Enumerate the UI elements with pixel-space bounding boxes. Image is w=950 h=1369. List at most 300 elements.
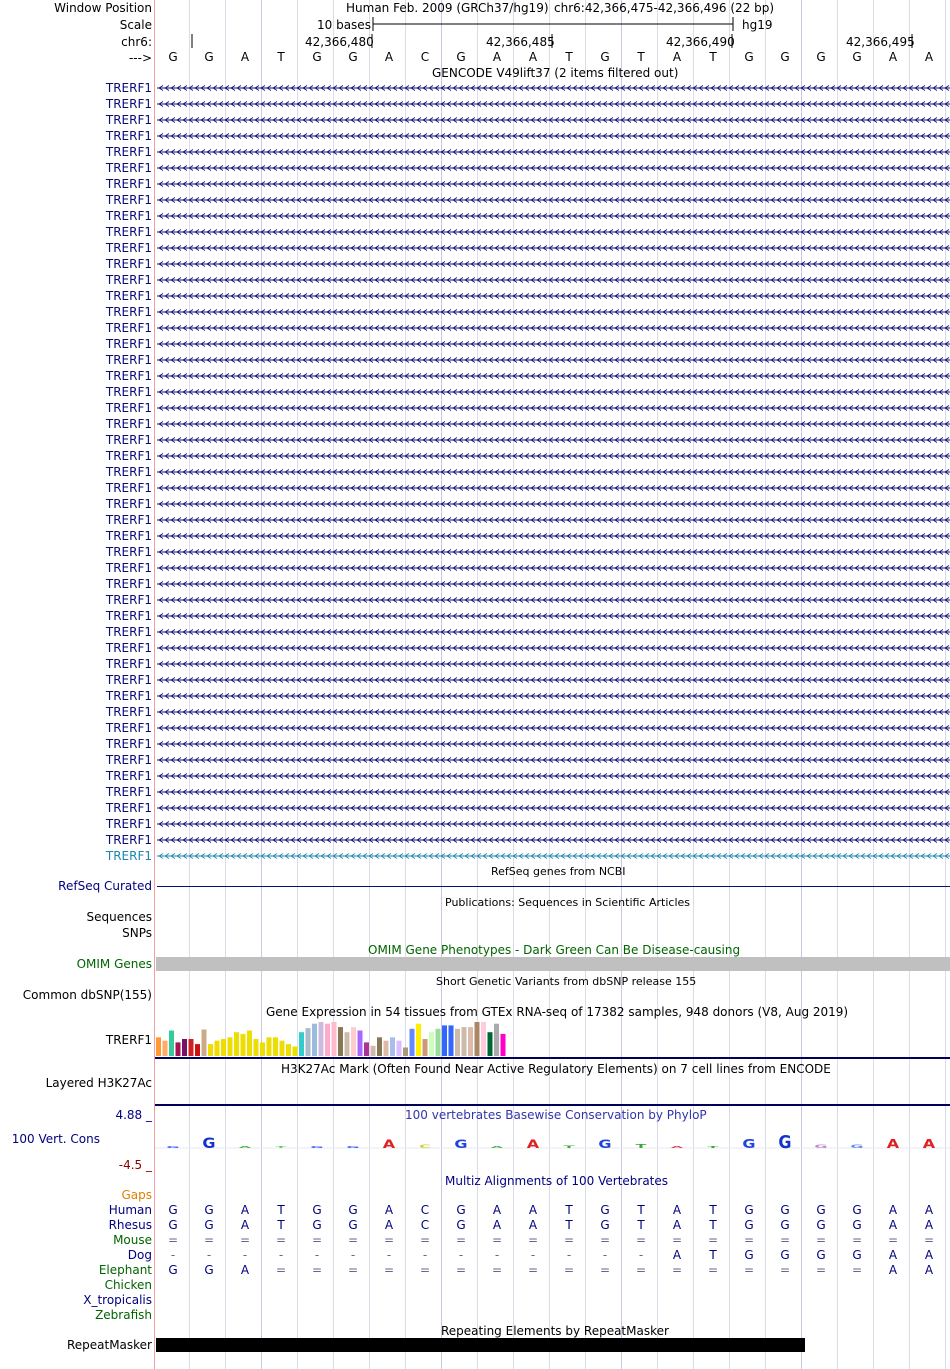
gencode-gene-label[interactable]: TRERF1 <box>105 513 152 527</box>
multiz-title: Multiz Alignments of 100 Vertebrates <box>445 1174 669 1188</box>
gtex-tissue-bar <box>286 1044 291 1056</box>
gtex-tissue-bar <box>208 1044 213 1056</box>
multiz-base: G <box>744 1218 754 1232</box>
multiz-base: = <box>419 1263 431 1277</box>
gtex-tissue-bar <box>403 1048 408 1057</box>
cons-logo-letter: G <box>346 1145 360 1149</box>
gencode-gene-label[interactable]: TRERF1 <box>105 801 152 815</box>
gtex-tissue-bar <box>312 1024 317 1056</box>
gtex-title: Gene Expression in 54 tissues from GTEx RNA-seq of 17382 samples, 948 donors (V8, Aug 2019) <box>266 1005 849 1019</box>
gtex-tissue-bar <box>267 1037 272 1056</box>
gencode-gene-label[interactable]: TRERF1 <box>105 337 152 351</box>
gencode-gene-label[interactable]: TRERF1 <box>105 785 152 799</box>
repeatmasker-element[interactable] <box>156 1338 805 1352</box>
gencode-gene-label[interactable]: TRERF1 <box>105 849 152 863</box>
gtex-tissue-bar <box>215 1041 220 1056</box>
multiz-base: = <box>563 1263 575 1277</box>
multiz-species-label[interactable]: Mouse <box>113 1233 152 1247</box>
gtex-tissue-bar <box>306 1028 311 1056</box>
multiz-base: = <box>275 1233 287 1247</box>
gencode-gene-label[interactable]: TRERF1 <box>105 561 152 575</box>
gencode-gene-label[interactable]: TRERF1 <box>105 625 152 639</box>
multiz-base: G <box>816 1203 826 1217</box>
multiz-base: - <box>350 1248 356 1262</box>
scale-label: Scale <box>119 18 152 32</box>
multiz-base: A <box>672 1218 682 1232</box>
multiz-base: = <box>563 1233 575 1247</box>
multiz-base: A <box>384 1203 394 1217</box>
multiz-base: A <box>384 1218 394 1232</box>
multiz-base: = <box>491 1263 503 1277</box>
gtex-tissue-bar <box>416 1024 421 1056</box>
reference-base: A <box>888 50 898 64</box>
gtex-tissue-bar <box>390 1037 395 1056</box>
h3k27ac-title: H3K27Ac Mark (Often Found Near Active Regulatory Elements) on 7 cell lines from ENCODE <box>281 1062 831 1076</box>
coord-tick-label: 42,366,490 <box>666 35 735 49</box>
reference-base: G <box>816 50 826 64</box>
cons-logo-letter: G <box>166 1145 180 1149</box>
gencode-gene-label[interactable]: TRERF1 <box>105 369 152 383</box>
multiz-base: A <box>924 1203 934 1217</box>
gencode-title: GENCODE V49lift37 (2 items filtered out) <box>432 66 679 80</box>
gencode-gene-label[interactable]: TRERF1 <box>105 113 152 127</box>
omim-gene-bar[interactable] <box>156 957 950 971</box>
refseq-track-label[interactable]: RefSeq Curated <box>58 879 152 893</box>
multiz-base: = <box>671 1233 683 1247</box>
gencode-gene-label[interactable]: TRERF1 <box>105 81 152 95</box>
gencode-gene-label[interactable]: TRERF1 <box>105 465 152 479</box>
cons-logo-letter: G <box>598 1138 612 1152</box>
gtex-tissue-bar <box>449 1025 454 1056</box>
gencode-gene-label[interactable]: TRERF1 <box>105 257 152 271</box>
gencode-gene-label[interactable]: TRERF1 <box>105 657 152 671</box>
gtex-tissue-bar <box>488 1032 493 1056</box>
cons-logo-letter: T <box>563 1144 575 1149</box>
coord-tick-label: 42,366,495 <box>846 35 915 49</box>
gtex-tissue-bar <box>345 1032 350 1056</box>
multiz-base: G <box>744 1248 754 1262</box>
multiz-base: T <box>709 1218 717 1232</box>
gtex-tissue-bar <box>156 1037 161 1056</box>
multiz-base: A <box>240 1203 250 1217</box>
multiz-base: A <box>672 1248 682 1262</box>
gencode-gene-label[interactable]: TRERF1 <box>105 609 152 623</box>
window-position-label: Window Position <box>54 1 152 15</box>
h3k27ac-track-label[interactable]: Layered H3K27Ac <box>45 1076 152 1090</box>
multiz-base: G <box>348 1203 358 1217</box>
multiz-base: C <box>420 1218 430 1232</box>
gencode-gene-label[interactable]: TRERF1 <box>105 225 152 239</box>
multiz-base: T <box>277 1203 285 1217</box>
multiz-species-label[interactable]: Elephant <box>98 1263 152 1277</box>
multiz-base: A <box>240 1218 250 1232</box>
gencode-gene-label[interactable]: TRERF1 <box>105 833 152 847</box>
gtex-track-label[interactable]: TRERF1 <box>105 1033 152 1047</box>
multiz-base: = <box>743 1233 755 1247</box>
gencode-gene-label[interactable]: TRERF1 <box>105 177 152 191</box>
gtex-tissue-bar <box>494 1024 499 1056</box>
gencode-gene-label[interactable]: TRERF1 <box>105 689 152 703</box>
gtex-tissue-bar <box>462 1027 467 1056</box>
reference-base: C <box>420 50 430 64</box>
gencode-gene-label[interactable]: TRERF1 <box>105 673 152 687</box>
multiz-base: - <box>494 1248 500 1262</box>
multiz-base: G <box>780 1203 790 1217</box>
multiz-base: = <box>815 1233 827 1247</box>
multiz-base: G <box>168 1203 178 1217</box>
multiz-base: A <box>924 1248 934 1262</box>
multiz-base: T <box>709 1248 717 1262</box>
reference-base: A <box>924 50 934 64</box>
gencode-gene-label[interactable]: TRERF1 <box>105 705 152 719</box>
gtex-tissue-bar <box>371 1046 376 1056</box>
multiz-base: G <box>456 1203 466 1217</box>
gtex-tissue-bar <box>429 1032 434 1056</box>
multiz-base: T <box>277 1218 285 1232</box>
multiz-species-label[interactable]: Human <box>108 1203 152 1217</box>
reference-base: G <box>204 50 214 64</box>
multiz-base: - <box>242 1248 248 1262</box>
assembly-title: Human Feb. 2009 (GRCh37/hg19) <box>346 1 549 15</box>
reference-base: T <box>565 50 573 64</box>
gtex-tissue-bar <box>410 1029 415 1056</box>
gencode-gene-label[interactable]: TRERF1 <box>105 273 152 287</box>
gencode-gene-label[interactable]: TRERF1 <box>105 769 152 783</box>
cons-logo-letter: G <box>778 1132 792 1154</box>
multiz-base: - <box>386 1248 392 1262</box>
coord-tick-label: 42,366,480 <box>305 35 374 49</box>
cons-logo-letter: G <box>850 1144 864 1150</box>
reference-base: A <box>384 50 394 64</box>
cons-track-label[interactable]: 100 Vert. Cons <box>11 1132 100 1146</box>
multiz-base: A <box>924 1263 934 1277</box>
omim-title: OMIM Gene Phenotypes - Dark Green Can Be Disease-causing <box>368 943 741 957</box>
gtex-tissue-bar <box>176 1042 181 1056</box>
multiz-base: = <box>383 1263 395 1277</box>
multiz-base: = <box>527 1263 539 1277</box>
gtex-tissue-bar <box>247 1031 252 1057</box>
gencode-gene-label[interactable]: TRERF1 <box>105 321 152 335</box>
multiz-base: T <box>709 1203 717 1217</box>
multiz-base: G <box>852 1218 862 1232</box>
gtex-tissue-bar <box>273 1037 278 1056</box>
gtex-tissue-bar <box>475 1022 480 1056</box>
conservation-logo[interactable] <box>155 1124 950 1168</box>
gencode-gene-label[interactable]: TRERF1 <box>105 161 152 175</box>
multiz-base: T <box>565 1218 573 1232</box>
multiz-base: G <box>168 1263 178 1277</box>
multiz-base: = <box>347 1263 359 1277</box>
cons-logo-letter: T <box>707 1145 719 1149</box>
multiz-base: = <box>851 1263 863 1277</box>
gtex-tissue-bar <box>319 1022 324 1056</box>
gencode-transcripts[interactable] <box>155 80 950 865</box>
multiz-base: - <box>170 1248 176 1262</box>
gencode-gene-label[interactable]: TRERF1 <box>105 721 152 735</box>
multiz-base: A <box>924 1218 934 1232</box>
gtex-tissue-bar <box>163 1041 168 1056</box>
multiz-base: = <box>851 1233 863 1247</box>
gtex-tissue-bar <box>195 1044 200 1056</box>
reference-base: G <box>312 50 322 64</box>
gtex-tissue-bar <box>423 1039 428 1056</box>
gtex-tissue-bar <box>202 1029 207 1056</box>
multiz-base: = <box>167 1233 179 1247</box>
multiz-base: G <box>348 1218 358 1232</box>
strand-label: ---> <box>128 51 152 65</box>
cons-logo-letter: C <box>419 1144 431 1150</box>
multiz-base: = <box>347 1233 359 1247</box>
multiz-base: = <box>779 1263 791 1277</box>
multiz-base: G <box>168 1218 178 1232</box>
multiz-base: = <box>419 1233 431 1247</box>
multiz-base: = <box>311 1233 323 1247</box>
multiz-base: = <box>491 1233 503 1247</box>
track-label-column <box>0 0 155 1369</box>
multiz-base: G <box>816 1218 826 1232</box>
multiz-base: G <box>780 1248 790 1262</box>
gencode-gene-label[interactable]: TRERF1 <box>105 385 152 399</box>
cons-title: 100 vertebrates Basewise Conservation by PhyloP <box>405 1108 707 1122</box>
multiz-base: G <box>600 1218 610 1232</box>
reference-base: G <box>168 50 178 64</box>
publications-title: Publications: Sequences in Scientific Articles <box>445 896 690 909</box>
multiz-base: = <box>923 1233 935 1247</box>
gencode-gene-label[interactable]: TRERF1 <box>105 497 152 511</box>
gtex-tissue-bar <box>325 1024 330 1056</box>
gencode-gene-label[interactable]: TRERF1 <box>105 289 152 303</box>
multiz-base: = <box>815 1263 827 1277</box>
gtex-tissue-bar <box>501 1034 506 1056</box>
scale-text: 10 bases <box>317 18 371 32</box>
gencode-gene-label[interactable]: TRERF1 <box>105 417 152 431</box>
gencode-gene-label[interactable]: TRERF1 <box>105 97 152 111</box>
multiz-base: G <box>780 1218 790 1232</box>
snps-track-label[interactable]: SNPs <box>122 926 152 940</box>
gtex-tissue-bar <box>189 1039 194 1056</box>
multiz-base: = <box>275 1263 287 1277</box>
repeatmasker-title: Repeating Elements by RepeatMasker <box>441 1324 669 1338</box>
multiz-base: G <box>204 1263 214 1277</box>
multiz-base: = <box>707 1263 719 1277</box>
multiz-base: = <box>383 1233 395 1247</box>
gtex-tissue-bar <box>228 1037 233 1056</box>
gencode-gene-label[interactable]: TRERF1 <box>105 753 152 767</box>
gencode-gene-label[interactable]: TRERF1 <box>105 641 152 655</box>
cons-logo-letter: T <box>275 1145 287 1149</box>
cons-logo-letter: A <box>886 1137 900 1152</box>
track-image[interactable] <box>155 0 950 1369</box>
multiz-base: G <box>204 1218 214 1232</box>
reference-base: T <box>709 50 717 64</box>
scale-db: hg19 <box>742 18 773 32</box>
dbsnp-title: Short Genetic Variants from dbSNP release 155 <box>436 975 697 988</box>
gtex-tissue-bar <box>351 1027 356 1056</box>
gtex-tissue-bar <box>481 1022 486 1056</box>
multiz-base: = <box>599 1233 611 1247</box>
cons-logo-letter: A <box>526 1138 540 1152</box>
multiz-base: T <box>637 1203 645 1217</box>
gtex-tissue-bar <box>364 1042 369 1056</box>
gtex-tissue-bar <box>260 1042 265 1056</box>
multiz-base: G <box>312 1218 322 1232</box>
gaps-label: Gaps <box>121 1188 152 1202</box>
cons-logo-letter: A <box>238 1145 252 1149</box>
reference-base: G <box>456 50 466 64</box>
h3k27ac-separator <box>155 1104 950 1106</box>
dbsnp-track-label[interactable]: Common dbSNP(155) <box>22 988 152 1002</box>
multiz-base: - <box>602 1248 608 1262</box>
multiz-base: T <box>565 1203 573 1217</box>
gencode-gene-label[interactable]: TRERF1 <box>105 481 152 495</box>
multiz-base: = <box>671 1263 683 1277</box>
multiz-base: = <box>635 1233 647 1247</box>
multiz-base: A <box>888 1248 898 1262</box>
cons-max-label: 4.88 _ <box>115 1108 152 1122</box>
multiz-base: - <box>314 1248 320 1262</box>
multiz-base: A <box>240 1263 250 1277</box>
gtex-tissue-bar <box>358 1031 363 1057</box>
gtex-tissue-bar <box>234 1032 239 1056</box>
multiz-species-label[interactable]: Zebrafish <box>95 1308 152 1322</box>
gtex-tissue-bar <box>241 1034 246 1056</box>
multiz-base: - <box>530 1248 536 1262</box>
multiz-base: - <box>638 1248 644 1262</box>
multiz-base: G <box>816 1248 826 1262</box>
cons-min-label: -4.5 _ <box>118 1158 152 1172</box>
multiz-base: C <box>420 1203 430 1217</box>
gtex-tissue-bar <box>377 1037 382 1056</box>
multiz-base: = <box>203 1233 215 1247</box>
gencode-gene-label[interactable]: TRERF1 <box>105 529 152 543</box>
refseq-title: RefSeq genes from NCBI <box>491 865 626 878</box>
region-title: chr6:42,366,475-42,366,496 (22 bp) <box>554 1 775 15</box>
multiz-base: = <box>311 1263 323 1277</box>
multiz-species-label[interactable]: Dog <box>127 1248 152 1262</box>
reference-base: T <box>277 50 285 64</box>
multiz-species-label[interactable]: Chicken <box>104 1278 152 1292</box>
multiz-base: A <box>672 1203 682 1217</box>
multiz-base: = <box>779 1233 791 1247</box>
reference-base: G <box>780 50 790 64</box>
gencode-gene-label[interactable]: TRERF1 <box>105 129 152 143</box>
multiz-base: A <box>888 1263 898 1277</box>
gtex-tissue-bar <box>397 1041 402 1056</box>
multiz-base: - <box>206 1248 212 1262</box>
cons-logo-letter: G <box>202 1134 216 1152</box>
gencode-gene-label[interactable]: TRERF1 <box>105 241 152 255</box>
gtex-tissue-bar <box>436 1029 441 1056</box>
chr-label: chr6: <box>121 35 152 49</box>
gtex-tissue-bar <box>468 1027 473 1056</box>
cons-logo-letter: G <box>310 1145 324 1149</box>
sequences-track-label[interactable]: Sequences <box>86 910 152 924</box>
gencode-gene-label[interactable]: TRERF1 <box>105 545 152 559</box>
multiz-base: G <box>600 1203 610 1217</box>
gtex-tissue-bar <box>299 1032 304 1056</box>
gencode-gene-label[interactable]: TRERF1 <box>105 209 152 223</box>
multiz-base: G <box>852 1248 862 1262</box>
gencode-gene-label[interactable]: TRERF1 <box>105 577 152 591</box>
gtex-tissue-bar <box>293 1046 298 1056</box>
reference-base: T <box>637 50 645 64</box>
multiz-base: A <box>528 1203 538 1217</box>
multiz-base: = <box>239 1233 251 1247</box>
cons-logo-letter: G <box>814 1144 828 1150</box>
multiz-base: = <box>527 1233 539 1247</box>
multiz-species-label[interactable]: Rhesus <box>108 1218 152 1232</box>
gencode-gene-label[interactable]: TRERF1 <box>105 593 152 607</box>
gtex-tissue-bar <box>169 1031 174 1057</box>
gencode-gene-label[interactable]: TRERF1 <box>105 433 152 447</box>
multiz-base: A <box>492 1218 502 1232</box>
gtex-tissue-bar <box>384 1041 389 1056</box>
gtex-tissue-bar <box>280 1041 285 1056</box>
reference-base: G <box>744 50 754 64</box>
gencode-gene-label[interactable]: TRERF1 <box>105 737 152 751</box>
multiz-base: G <box>312 1203 322 1217</box>
multiz-base: G <box>744 1203 754 1217</box>
multiz-base: - <box>458 1248 464 1262</box>
omim-track-label[interactable]: OMIM Genes <box>76 957 152 971</box>
repeatmasker-track-label[interactable]: RepeatMasker <box>66 1338 152 1352</box>
reference-base: A <box>240 50 250 64</box>
refseq-gene-line[interactable] <box>157 886 950 887</box>
gtex-tissue-bar <box>338 1027 343 1056</box>
gencode-gene-label[interactable]: TRERF1 <box>105 401 152 415</box>
reference-base: A <box>528 50 538 64</box>
multiz-base: = <box>455 1233 467 1247</box>
reference-base: G <box>852 50 862 64</box>
multiz-base: T <box>637 1218 645 1232</box>
multiz-base: A <box>888 1203 898 1217</box>
multiz-base: = <box>599 1263 611 1277</box>
cons-logo-letter: G <box>742 1137 756 1152</box>
cons-logo-letter: G <box>454 1138 468 1152</box>
gtex-tissue-bar <box>332 1022 337 1056</box>
multiz-base: G <box>456 1218 466 1232</box>
multiz-base: = <box>887 1233 899 1247</box>
cons-logo-letter: A <box>490 1145 504 1149</box>
multiz-base: G <box>852 1203 862 1217</box>
gencode-gene-label[interactable]: TRERF1 <box>105 193 152 207</box>
multiz-base: - <box>278 1248 284 1262</box>
reference-base: G <box>600 50 610 64</box>
cons-logo-letter: A <box>670 1145 684 1149</box>
multiz-species-label[interactable]: X_tropicalis <box>83 1293 152 1307</box>
reference-base: G <box>348 50 358 64</box>
multiz-base: = <box>707 1233 719 1247</box>
gencode-gene-label[interactable]: TRERF1 <box>105 353 152 367</box>
gtex-tissue-bar <box>254 1039 259 1056</box>
gtex-bar-chart[interactable] <box>155 1018 950 1058</box>
coord-tick-label: 42,366,485 <box>486 35 555 49</box>
multiz-base: - <box>422 1248 428 1262</box>
gencode-gene-label[interactable]: TRERF1 <box>105 449 152 463</box>
gtex-tissue-bar <box>182 1039 187 1056</box>
gencode-gene-label[interactable]: TRERF1 <box>105 817 152 831</box>
multiz-base: A <box>888 1218 898 1232</box>
multiz-base: - <box>566 1248 572 1262</box>
multiz-base: = <box>455 1263 467 1277</box>
gencode-gene-label[interactable]: TRERF1 <box>105 145 152 159</box>
reference-base: A <box>672 50 682 64</box>
reference-base: A <box>492 50 502 64</box>
gtex-tissue-bar <box>221 1039 226 1056</box>
gtex-tissue-bar <box>455 1029 460 1056</box>
gtex-separator <box>155 1057 950 1059</box>
gencode-gene-label[interactable]: TRERF1 <box>105 305 152 319</box>
